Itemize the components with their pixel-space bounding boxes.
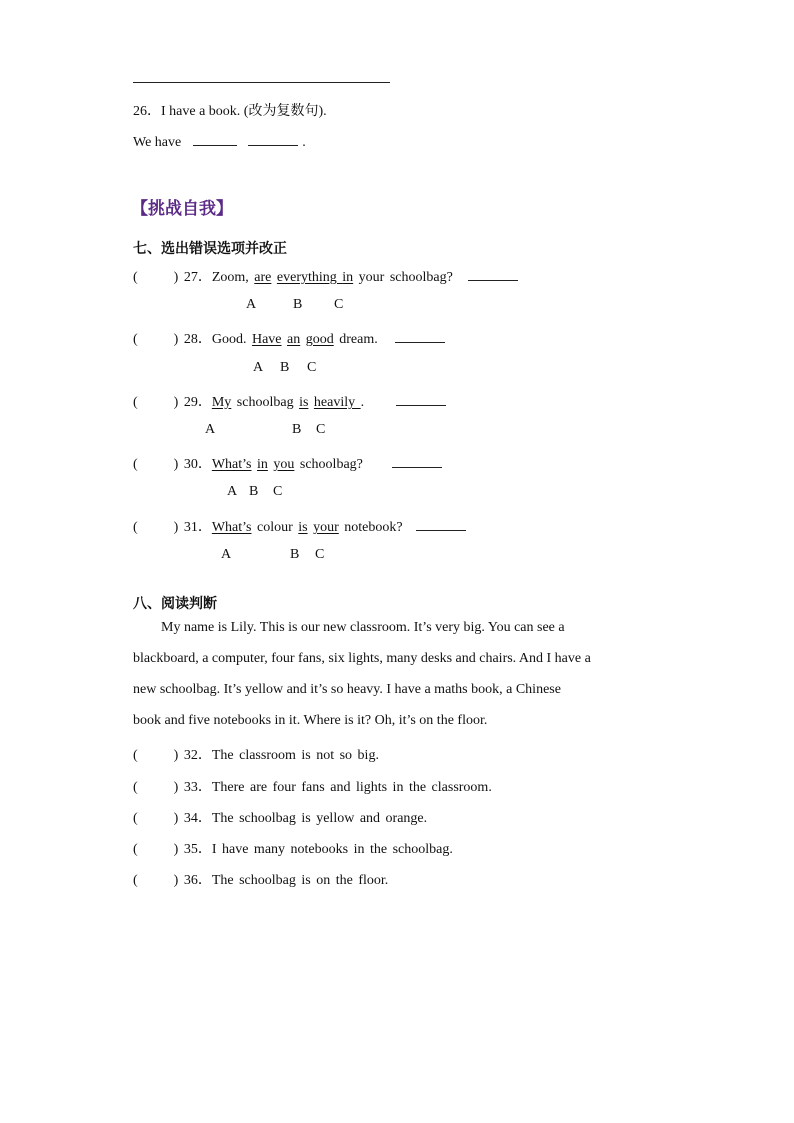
option-a: A	[221, 547, 232, 562]
question-28: ( ) 28．Good. Have an good dream.	[133, 328, 449, 348]
question-26: 26．I have a book. (改为复数句).	[133, 104, 327, 119]
question-31: ( ) 31．What’s colour is your notebook?	[133, 516, 470, 536]
question-33: ( ) 33．There are four fans and lights in the classroom.	[133, 780, 492, 795]
correction-blank[interactable]	[392, 453, 442, 468]
question-35: ( ) 35．I have many notebooks in the schoolbag.	[133, 842, 453, 857]
correction-blank[interactable]	[396, 391, 446, 406]
option-b: B	[249, 484, 259, 499]
option-a: A	[227, 484, 238, 499]
answer-blank[interactable]	[248, 131, 298, 146]
section-8-title: 八、阅读判断	[133, 596, 217, 612]
passage-line: My name is Lily. This is our new classroom. It’s very big. You can see a	[161, 620, 565, 635]
option-a: A	[246, 297, 257, 312]
option-c: C	[334, 297, 344, 312]
answer-blank[interactable]	[193, 131, 237, 146]
question-26-answer: We have .	[133, 131, 306, 151]
correction-blank[interactable]	[395, 328, 445, 343]
option-c: C	[273, 484, 283, 499]
question-36: ( ) 36．The schoolbag is on the floor.	[133, 873, 389, 888]
passage-line: new schoolbag. It’s yellow and it’s so heavy. I have a maths book, a Chinese	[133, 682, 561, 697]
option-c: C	[316, 422, 326, 437]
correction-blank[interactable]	[416, 516, 466, 531]
option-b: B	[292, 422, 302, 437]
option-c: C	[307, 360, 317, 375]
question-32: ( ) 32．The classroom is not so big.	[133, 748, 379, 763]
option-a: A	[205, 422, 216, 437]
passage-line: book and five notebooks in it. Where is it? Oh, it’s on the floor.	[133, 713, 488, 728]
section-7-title: 七、选出错误选项并改正	[133, 241, 287, 257]
question-27: ( ) 27．Zoom, are everything in your schoolbag?	[133, 266, 522, 286]
answer-line-top	[133, 82, 390, 83]
passage-line: blackboard, a computer, four fans, six lights, many desks and chairs. And I have a	[133, 651, 591, 666]
option-b: B	[293, 297, 303, 312]
question-30: ( ) 30．What’s in you schoolbag?	[133, 453, 446, 473]
correction-blank[interactable]	[468, 266, 518, 281]
option-a: A	[253, 360, 264, 375]
challenge-title: 【挑战自我】	[131, 199, 233, 219]
option-c: C	[315, 547, 325, 562]
option-b: B	[280, 360, 290, 375]
question-34: ( ) 34．The schoolbag is yellow and orange.	[133, 811, 428, 826]
question-29: ( ) 29．My schoolbag is heavily .	[133, 391, 450, 411]
option-b: B	[290, 547, 300, 562]
